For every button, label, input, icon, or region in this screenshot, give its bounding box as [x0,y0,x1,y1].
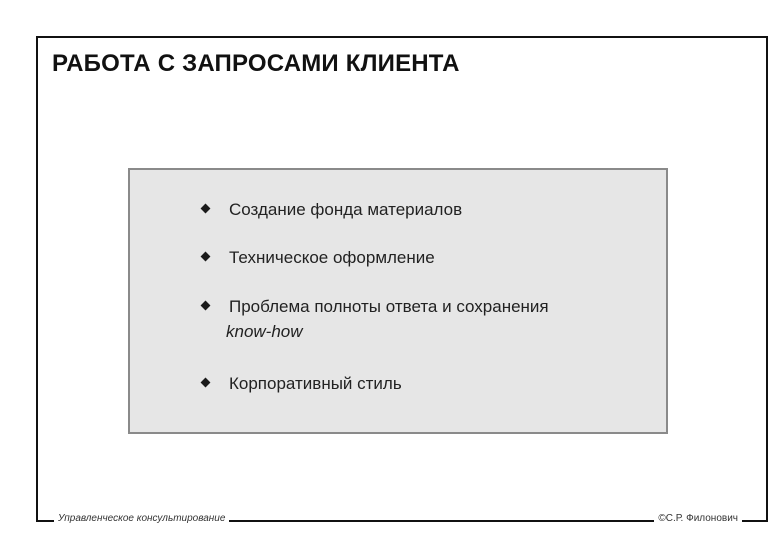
slide-frame [36,36,768,522]
bullet-text: Техническое оформление [229,248,435,267]
content-box [128,168,668,434]
footer-copyright: ©С.Р. Филонович [654,513,742,524]
slide-title: РАБОТА С ЗАПРОСАМИ КЛИЕНТА [52,50,460,77]
bullet-text: Корпоративный стиль [229,374,402,393]
bullet-item [202,371,402,396]
bullet-item [202,294,549,344]
footer-course-name: Управленческое консультирование [54,513,229,524]
bullet-item [202,245,435,270]
bullet-text: Проблема полноты ответа и сохранения [229,297,549,316]
bullet-text: Создание фонда материалов [229,200,463,219]
bullet-continuation: know-how [226,322,303,341]
bullet-item [202,197,462,222]
